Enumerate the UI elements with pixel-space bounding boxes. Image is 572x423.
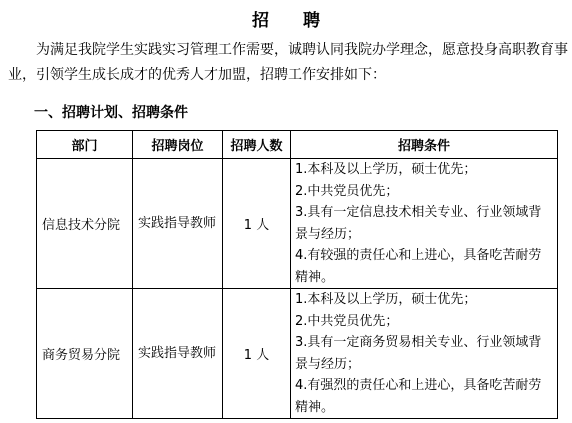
- header-position: 招聘岗位: [133, 131, 223, 159]
- cell-conditions: [291, 159, 558, 289]
- recruitment-table: [36, 130, 558, 419]
- table-header-row: [37, 131, 558, 159]
- cell-count: 1 人: [223, 159, 291, 289]
- header-count: 招聘人数: [223, 131, 291, 159]
- cell-count: 1 人: [223, 289, 291, 419]
- condition-item: 3.具有一定商务贸易相关专业、行业领域背景与经历；: [295, 335, 542, 372]
- table-row: [37, 289, 558, 419]
- condition-item: 4.有较强的责任心和上进心，具备吃苦耐劳精神。: [295, 248, 542, 285]
- table-row: [37, 159, 558, 289]
- cell-department: 信息技术分院: [37, 159, 133, 289]
- cell-position: 实践指导教师: [133, 159, 223, 289]
- condition-item: 2.中共党员优先；: [295, 313, 399, 329]
- intro-paragraph: 为满足我院学生实践实习管理工作需要，诚聘认同我院办学理念，愿意投身高职教育事业，引领学生成长成才的优秀人才加盟，招聘工作安排如下：: [8, 42, 568, 83]
- header-department: 部门: [37, 131, 133, 159]
- condition-item: 2.中共党员优先；: [295, 183, 399, 199]
- cell-department: 商务贸易分院: [37, 289, 133, 419]
- cell-position: 实践指导教师: [133, 289, 223, 419]
- section-heading: 一、招聘计划、招聘条件: [34, 105, 188, 121]
- condition-item: 1.本科及以上学历，硕士优先；: [295, 162, 477, 177]
- condition-item: 1.本科及以上学历，硕士优先；: [295, 292, 477, 307]
- cell-conditions: [291, 289, 558, 419]
- header-conditions: 招聘条件: [291, 131, 558, 159]
- page-title: 招 聘: [252, 11, 334, 31]
- condition-item: 4.有强烈的责任心和上进心，具备吃苦耐劳精神。: [295, 378, 542, 415]
- condition-item: 3.具有一定信息技术相关专业、行业领域背景与经历；: [295, 205, 542, 242]
